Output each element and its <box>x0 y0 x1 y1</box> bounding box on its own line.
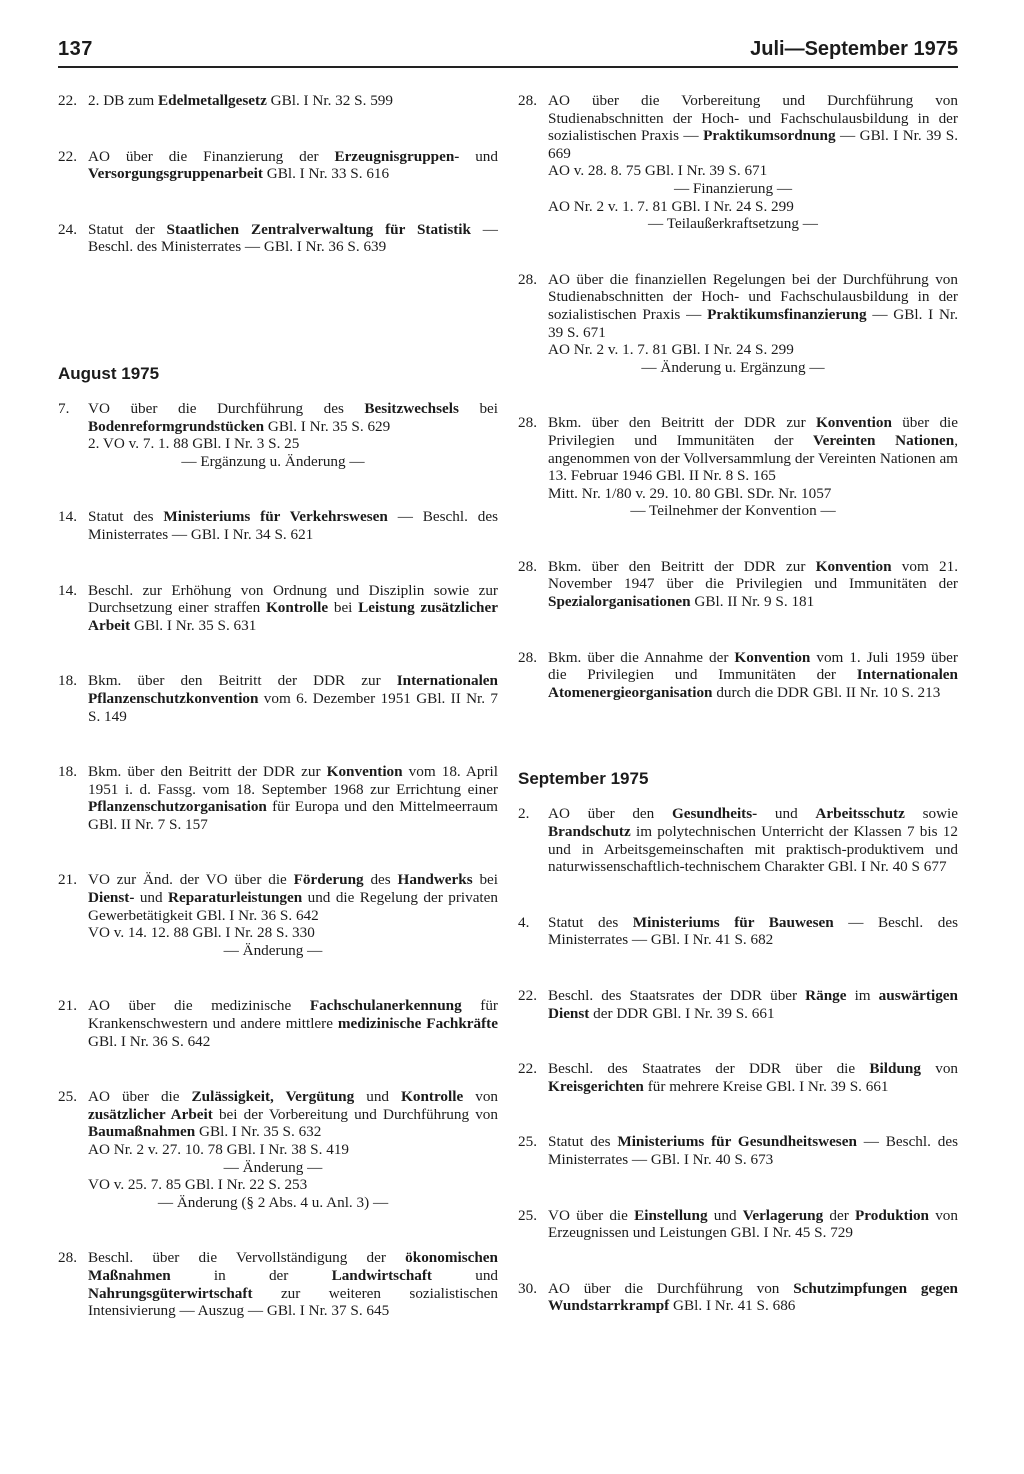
entry-text: Beschl. zur Erhöhung von Ordnung und Disziplin sowie zur Durchsetzung einer straffen Kontrolle bei Leistung zusätzlicher Arbeit GBl. I Nr. 35 S. 631 <box>88 581 498 634</box>
list-item <box>518 271 958 377</box>
entry-text: Statut des Ministeriums für Verkehrswesen — Beschl. des Ministerrates — GBl. I Nr. 34 S. 621 <box>88 508 498 543</box>
entry-day: 28. <box>518 92 537 109</box>
entry-text: VO über die Durchführung des Besitzwechsels bei Bodenreformgrundstücken GBl. I Nr. 35 S. 629 <box>88 399 498 435</box>
entry-amendment: 2. VO v. 7. 1. 88 GBl. I Nr. 3 S. 25 <box>88 435 300 453</box>
entry-day: 2. <box>518 805 530 823</box>
list-item <box>58 582 498 635</box>
list-item <box>58 400 498 470</box>
list-item <box>518 414 958 520</box>
entry-text: Bkm. über den Beitritt der DDR zur Konvention vom 21. November 1947 über die Privilegien und Immunitäten der Spezialorganisationen GBl. II Nr. 9 S. 181 <box>548 557 958 611</box>
entry-amendment: AO Nr. 2 v. 1. 7. 81 GBl. I Nr. 24 S. 299 <box>548 341 794 359</box>
entry-day: 7. <box>58 399 70 417</box>
entry-text: Beschl. über die Vervollständigung der ökonomischen Maßnahmen in der Landwirtschaft und Nahrungsgüterwirtschaft zur weiteren sozialistischen Intensivierung — Auszug — GBl. I Nr. 37 S. 645 <box>88 1249 498 1320</box>
entry-amendment-note: — Änderung — <box>223 941 323 959</box>
list-item <box>58 1088 498 1211</box>
list-item <box>518 914 958 949</box>
entry-text: Bkm. über die Annahme der Konvention vom 1. Juli 1959 über die Privilegien und Immunitäten der Internationalen Atomenergieorganisation durch die DDR GBl. II Nr. 10 S. 213 <box>548 648 958 701</box>
page-number: 137 <box>58 38 93 60</box>
august-entries-right <box>518 92 958 701</box>
entry-day: 22. <box>58 147 77 165</box>
entry-amendment-note: — Ergänzung u. Änderung — <box>181 452 365 470</box>
section-title-september: September 1975 <box>518 769 649 789</box>
july-entries <box>58 92 498 256</box>
list-item <box>518 92 958 233</box>
entry-text: AO über die Durchführung von Schutzimpfungen gegen Wundstarrkrampf GBl. I Nr. 41 S. 686 <box>548 1279 959 1315</box>
entry-text: AO über die Zulässigkeit, Vergütung und Kontrolle von zusätzlicher Arbeit bei der Vorbereitung und Durchführung von Baumaßnahmen GBl. I Nr. 35 S. 632 <box>88 1088 499 1141</box>
entry-day: 28. <box>518 414 537 432</box>
entry-text: Statut des Ministeriums für Gesundheitswesen — Beschl. des Ministerrates — GBl. I Nr. 40 S. 673 <box>548 1133 959 1168</box>
entry-amendment: AO Nr. 2 v. 27. 10. 78 GBl. I Nr. 38 S. 419 <box>88 1141 350 1158</box>
list-item <box>58 508 498 543</box>
entry-text: Bkm. über den Beitritt der DDR zur Internationalen Pflanzenschutzkonvention vom 6. Dezember 1951 GBl. II Nr. 7 S. 149 <box>88 672 498 725</box>
page-period: Juli—September 1975 <box>750 38 958 60</box>
entry-amendment-note: — Änderung — <box>223 1158 323 1176</box>
entry-text: AO über die medizinische Fachschulanerkennung für Krankenschwestern und andere mittlere medizinische Fachkräfte GBl. I Nr. 36 S. 642 <box>88 997 498 1050</box>
list-item <box>58 148 498 183</box>
list-item <box>518 805 958 875</box>
entry-text: VO über die Einstellung und Verlagerung der Produktion von Erzeugnissen und Leistungen GBl. I Nr. 45 S. 729 <box>548 1206 958 1242</box>
entry-text: VO zur Änd. der VO über die Förderung des Handwerks bei Dienst- und Reparaturleistungen und die Regelung der privaten Gewerbetätigkeit GBl. I Nr. 36 S. 642 <box>88 871 499 924</box>
entry-day: 22. <box>58 92 77 109</box>
entry-day: 14. <box>58 581 77 599</box>
entry-day: 22. <box>518 987 537 1004</box>
entry-day: 28. <box>518 648 537 666</box>
left-column <box>58 92 498 1358</box>
list-item <box>58 997 498 1050</box>
entry-day: 25. <box>58 1088 77 1106</box>
entry-day: 28. <box>518 557 537 575</box>
entry-day: 24. <box>58 220 77 238</box>
list-item <box>58 871 498 959</box>
entry-text: Beschl. des Staatrates der DDR über die Bildung von Kreisgerichten für mehrere Kreise GBl. I Nr. 39 S. 661 <box>548 1060 959 1095</box>
entry-text: AO über die finanziellen Regelungen bei der Durchführung von Studienabschnitten der Hoch- und Fachschulausbildung in der sozialistischen Praxis — Praktikumsfinanzierung — GBl. I Nr. 39 S. 671 <box>548 270 958 341</box>
entry-day: 21. <box>58 871 77 889</box>
header-rule <box>58 66 958 68</box>
september-entries <box>518 805 958 1315</box>
entry-text: 2. DB zum Edelmetallgesetz GBl. I Nr. 32 S. 599 <box>88 92 393 109</box>
list-item <box>518 1207 958 1242</box>
entry-amendment-note: — Teilaußerkraftsetzung — <box>648 215 818 233</box>
list-item <box>518 987 958 1022</box>
list-item <box>518 1060 958 1095</box>
entry-text: Statut der Staatlichen Zentralverwaltung für Statistik — Beschl. des Ministerrates — GBl. I Nr. 36 S. 639 <box>88 220 498 256</box>
entry-day: 4. <box>518 913 530 931</box>
entry-text: AO über den Gesundheits- und Arbeitsschutz sowie Brandschutz im polytechnischen Unterricht der Klassen 7 bis 12 und in Arbeitsgemeinschaften mit praktisch-produktivem und naturwissenschaftlich-technischem Charakter GBl. I Nr. 40 S 677 <box>548 805 958 876</box>
list-item <box>518 1133 958 1168</box>
entry-day: 25. <box>518 1133 537 1151</box>
august-entries-left <box>58 400 498 1320</box>
list-item <box>58 763 498 833</box>
entry-amendment-note: — Änderung (§ 2 Abs. 4 u. Anl. 3) — <box>157 1193 389 1211</box>
entry-amendment: AO Nr. 2 v. 1. 7. 81 GBl. I Nr. 24 S. 299 <box>548 197 794 215</box>
list-item <box>518 558 958 611</box>
entry-text: Bkm. über den Beitritt der DDR zur Konvention vom 18. April 1951 i. d. Fassg. vom 18. September 1968 zur Errichtung einer Pflanzenschutzorganisation für Europa und den Mittelmeerraum GBl. II Nr. 7 S. 157 <box>88 763 498 833</box>
entry-text: AO über die Finanzierung der Erzeugnisgruppen- und Versorgungsgruppenarbeit GBl. I Nr. 33 S. 616 <box>88 147 498 183</box>
entry-text: Bkm. über den Beitritt der DDR zur Konvention über die Privilegien und Immunitäten der Vereinten Nationen, angenommen von der Vollversammlung der Vereinten Nationen am 13. Februar 1946 GBl. II Nr. 8 S. 165 <box>548 414 959 485</box>
right-column <box>518 92 958 1353</box>
entry-text: Statut des Ministeriums für Bauwesen — Beschl. des Ministerrates — GBl. I Nr. 41 S. 682 <box>548 913 958 949</box>
entry-amendment: VO v. 25. 7. 85 GBl. I Nr. 22 S. 253 <box>88 1176 308 1194</box>
entry-day: 28. <box>58 1249 77 1267</box>
entry-text: Beschl. des Staatsrates der DDR über Ränge im auswärtigen Dienst der DDR GBl. I Nr. 39 S. 661 <box>548 987 958 1022</box>
entry-amendment-note: — Teilnehmer der Konvention — <box>630 502 836 520</box>
section-title-august: August 1975 <box>58 363 160 383</box>
list-item <box>518 649 958 702</box>
list-item <box>58 1249 498 1319</box>
entry-day: 18. <box>58 763 77 781</box>
entry-day: 22. <box>518 1060 537 1078</box>
entry-day: 28. <box>518 270 537 288</box>
entry-amendment-note: — Änderung u. Ergänzung — <box>641 358 825 376</box>
entry-amendment: AO v. 28. 8. 75 GBl. I Nr. 39 S. 671 <box>548 162 768 180</box>
entry-day: 18. <box>58 672 77 690</box>
entry-day: 30. <box>518 1279 537 1297</box>
page-header <box>58 38 958 68</box>
list-item <box>58 92 498 110</box>
list-item <box>518 1280 958 1315</box>
entry-amendment-note: — Finanzierung — <box>673 179 793 197</box>
entry-day: 25. <box>518 1206 537 1224</box>
entry-text: AO über die Vorbereitung und Durchführung von Studienabschnitten der Hoch- und Fachschulausbildung in der sozialistischen Praxis — Praktikumsordnung — GBl. I Nr. 39 S. 669 <box>548 92 958 162</box>
entry-day: 21. <box>58 997 77 1015</box>
entry-amendment: Mitt. Nr. 1/80 v. 29. 10. 80 GBl. SDr. Nr. 1057 <box>548 484 832 502</box>
entry-day: 14. <box>58 508 77 526</box>
entry-amendment: VO v. 14. 12. 88 GBl. I Nr. 28 S. 330 <box>88 924 315 942</box>
list-item <box>58 221 498 256</box>
list-item <box>58 672 498 725</box>
